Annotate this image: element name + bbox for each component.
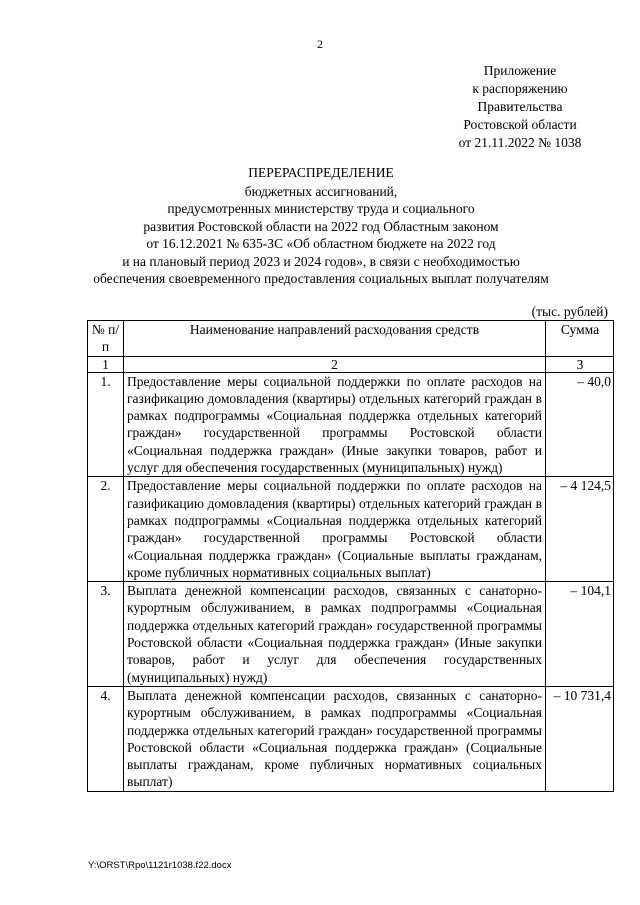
appendix-line: от 21.11.2022 № 1038 (458, 135, 582, 150)
row-name: Предоставление меры социальной поддержки по оплате расходов на газификацию домовладения (квартиры) отдельных категорий граждан в рамках подпрограммы «Социальная поддержка отдельных категорий граждан» государственной программы Ростовской области «Социальная поддержка граждан» (Иные закупки товаров, работ и услуг для обеспечения государственных (муниципальных) нужд) (124, 372, 546, 477)
row-name: Предоставление меры социальной поддержки по оплате расходов на газификацию домовладения (квартиры) отдельных категорий граждан в рамках подпрограммы «Социальная поддержка отдельных категорий граждан» государственной программы Ростовской области «Социальная поддержка граждан» (Социальные выплаты гражданам, кроме публичных нормативных социальных выплат) (124, 477, 546, 582)
title-line: обеспечения своевременного предоставления социальных выплат получателям (93, 271, 549, 286)
table-header-row (88, 321, 614, 357)
title-line: от 16.12.2021 № 635-ЗС «Об областном бюджете на 2022 год (146, 236, 496, 251)
column-index-row (88, 356, 614, 372)
row-name: Выплата денежной компенсации расходов, связанных с санаторно-курортным обслуживанием, в рамках подпрограммы «Социальная поддержка отдельных категорий граждан» государственной программы Ростовской области «Социальная поддержка граждан» (Социальные выплаты гражданам, кроме публичных нормативных социальных выплат) (124, 686, 546, 791)
column-index: 2 (124, 356, 546, 372)
page-number: 2 (317, 37, 323, 51)
appendix-line: Правительства (477, 99, 563, 114)
row-num: 3. (88, 582, 124, 687)
table-row (88, 477, 614, 582)
column-index: 1 (88, 356, 124, 372)
appendix-line: к распоряжению (472, 81, 568, 96)
column-index: 3 (546, 356, 614, 372)
row-num: 2. (88, 477, 124, 582)
table-row (88, 372, 614, 477)
units-label: (тыс. рублей) (531, 304, 608, 319)
row-sum: – 4 124,5 (546, 477, 614, 582)
title-line: бюджетных ассигнований, (244, 183, 398, 199)
row-sum: – 10 731,4 (546, 686, 614, 791)
title-line: предусмотренных министерству труда и социального (167, 201, 475, 216)
row-sum: – 40,0 (546, 372, 614, 477)
row-sum: – 104,1 (546, 582, 614, 687)
table-row (88, 686, 614, 791)
header-name: Наименование направлений расходования средств (124, 321, 546, 357)
header-sum: Сумма (546, 321, 614, 357)
document-title (70, 164, 572, 288)
row-num: 1. (88, 372, 124, 477)
title-line: развития Ростовской области на 2022 год Областным законом (143, 218, 499, 234)
title-line: и на плановый период 2023 и 2024 годов», в связи с необходимостью (122, 253, 520, 269)
table-row (88, 582, 614, 687)
appendix-block (440, 62, 600, 152)
row-num: 4. (88, 686, 124, 791)
budget-table (87, 320, 614, 792)
row-name: Выплата денежной компенсации расходов, связанных с санаторно-курортным обслуживанием, в рамках подпрограммы «Социальная поддержка отдельных категорий граждан» государственной программы Ростовской области «Социальная поддержка граждан» (Иные закупки товаров, работ и услуг для обеспечения государственных (муниципальных) нужд) (124, 582, 546, 687)
appendix-line: Приложение (483, 63, 557, 78)
title-main: ПЕРЕРАСПРЕДЕЛЕНИЕ (248, 165, 394, 180)
appendix-line: Ростовской области (463, 117, 577, 132)
header-num: № п/п (88, 321, 124, 357)
footer-file-path: Y:\ORST\Rpo\1121r1038.f22.docx (88, 860, 232, 871)
